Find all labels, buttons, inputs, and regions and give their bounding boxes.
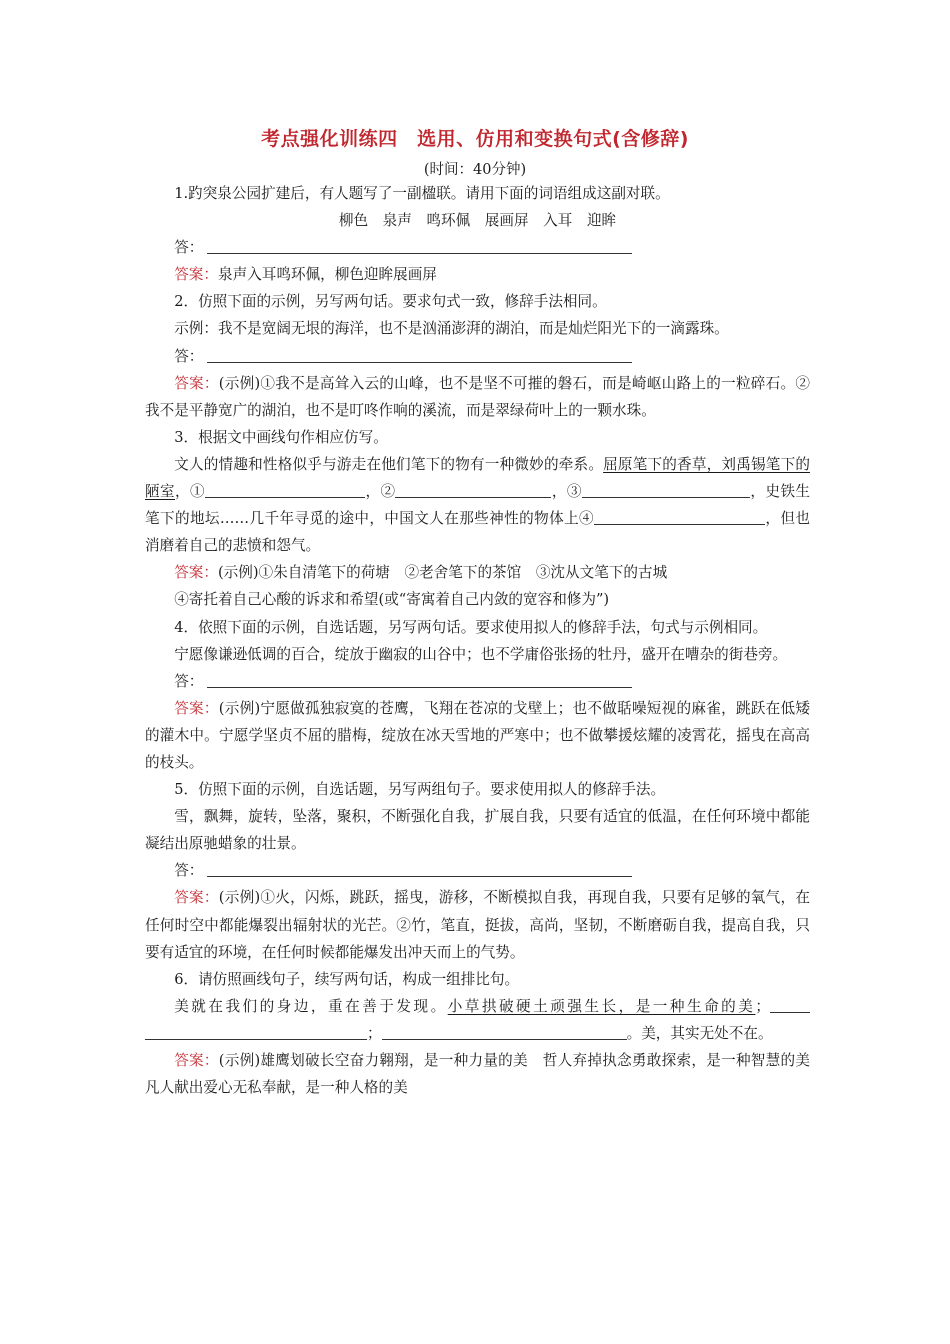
fill-blank-4a[interactable] [594,508,620,525]
answer-line-5: 答： [145,857,810,884]
underlined-sentence: 屈原笔下的香草，刘禹锡笔下的陋室 [145,455,810,501]
question-4-example: 宁愿像谦逊低调的百合，绽放于幽寂的山谷中；也不学庸俗张扬的牡丹，盛开在嘈杂的街巷旁。 [174,645,788,663]
document-body [145,180,825,1101]
answer-4: 答案：(示例)宁愿做孤独寂寞的苍鹰，飞翔在苍凉的戈壁上；也不做聒噪短视的麻雀，跳跃在低矮的灌木中。宁愿学坚贞不屈的腊梅，绽放在冰天雪地的严寒中；也不做攀援炫耀的凌霄花，摇曳在高高的枝头。 [145,699,810,771]
question-2: 2．仿照下面的示例，另写两句话。要求句式一致，修辞手法相同。 [174,293,607,311]
fill-blank-1[interactable] [205,481,365,498]
answer-line-1: 答： [145,234,810,261]
underlined-sentence: 小草拱破硬土顽强生长，是一种生命的美 [447,997,756,1015]
question-5-example: 雪，飘舞，旋转，坠落，聚积，不断强化自我，扩展自我，只要有适宜的低温，在任何环境中都能凝结出原驰蜡象的壮景。 [145,808,810,853]
page-title: 考点强化训练四 选用、仿用和变换句式(含修辞) [261,128,689,150]
answer-6: 答案：(示例)雄鹰划破长空奋力翱翔，是一种力量的美 哲人弃掉执念勇敢探索，是一种智慧的美 凡人献出爱心无私奉献，是一种人格的美 [145,1052,825,1097]
fill-blank-4b[interactable] [620,508,765,525]
fill-blank-c[interactable] [382,1023,627,1040]
answer-label: 答案： [174,266,218,284]
question-6: 6．请仿照画线句子，续写两句话，构成一组排比句。 [174,970,520,988]
fill-blank-3b[interactable] [680,481,750,498]
answer-blank[interactable] [207,237,632,254]
answer-label: 答案： [174,699,219,717]
fill-blank-a[interactable] [770,996,810,1013]
fill-blank-3a[interactable] [582,481,680,498]
question-6-passage: 美就在我们的身边，重在善于发现。小草拱破硬土顽强生长，是一种生命的美；； 。美，其实无处不在。 [145,993,810,1047]
question-3-passage: 文人的情趣和性格似乎与游走在他们笔下的物有一种微妙的牵系。屈原笔下的香草，刘禹锡笔下的陋室，① ，② ，③ ，史铁生笔下的地坛……几千年寻觅的途中，中国文人在那些神性的物体上④ ，但也消磨着自己的悲愤和怨气。 [145,455,810,555]
question-4: 4．依照下面的示例，自选话题，另写两句话。要求使用拟人的修辞手法，句式与示例相同。 [174,618,768,636]
answer-label: 答案： [174,564,218,582]
answer-blank[interactable] [207,346,632,363]
fill-blank-2[interactable] [395,481,551,498]
answer-line-2: 答： [145,343,810,370]
answer-line-4: 答： [145,668,810,695]
answer-3: 答案：(示例)①朱自清笔下的荷塘 ②老舍笔下的茶馆 ③沈从文笔下的古城 [174,564,668,582]
question-1-words: 柳色 泉声 鸣环佩 展画屏 入耳 迎眸 [338,212,617,230]
answer-blank[interactable] [207,860,632,877]
question-2-example: 示例：我不是宽阔无垠的海洋，也不是汹涌澎湃的湖泊，而是灿烂阳光下的一滴露珠。 [174,320,729,338]
answer-3-continued: ④寄托着自己心酸的诉求和希望(或“寄寓着自己内敛的宽容和修为”) [174,591,610,609]
question-5: 5．仿照下面的示例，自选话题，另写两组句子。要求使用拟人的修辞手法。 [174,781,666,799]
question-3: 3．根据文中画线句作相应仿写。 [174,428,388,446]
question-1: 1.趵突泉公园扩建后，有人题写了一副楹联。请用下面的词语组成这副对联。 [174,185,670,202]
answer-label: 答案： [174,889,219,907]
time-limit: (时间：40分钟) [423,162,527,178]
answer-label: 答案： [174,374,219,392]
answer-blank[interactable] [207,671,632,688]
fill-blank-b[interactable] [145,1023,367,1040]
answer-5: 答案：(示例)①火，闪烁，跳跃，摇曳，游移，不断模拟自我，再现自我，只要有足够的氧气，在任何时空中都能爆裂出辐射状的光芒。②竹，笔直，挺拔，高尚，坚韧，不断磨砺自我，提高自我，只要有适宜的环境，在任何时候都能爆发出冲天而上的气势。 [145,889,810,961]
answer-label: 答案： [174,1052,219,1069]
answer-1: 答案：泉声入耳鸣环佩，柳色迎眸展画屏 [174,266,437,284]
answer-2: 答案：(示例)①我不是高耸入云的山峰，也不是坚不可摧的磐石，而是崎岖山路上的一粒碎石。②我不是平静宽广的湖泊，也不是叮咚作响的溪流，而是翠绿荷叶上的一颗水珠。 [145,374,810,419]
